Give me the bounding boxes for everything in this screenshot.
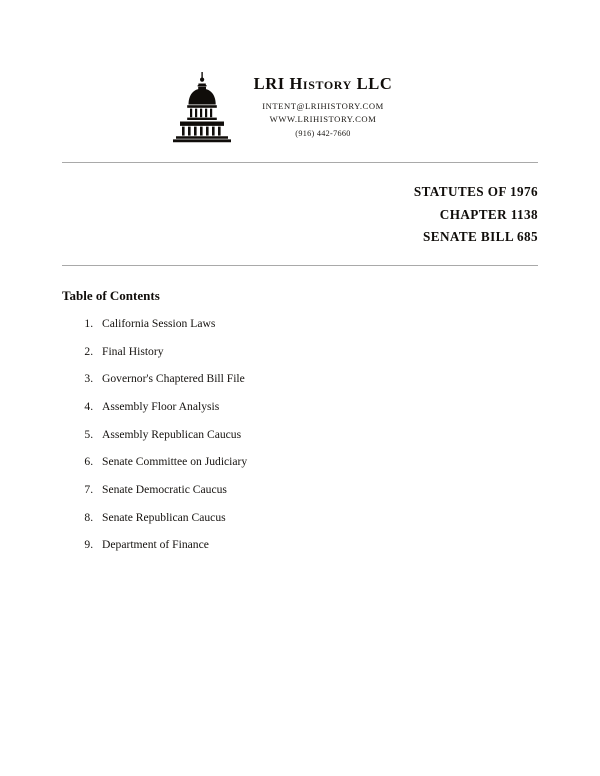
chapter-number: CHAPTER 1138 <box>439 206 538 222</box>
list-item: 1. California Session Laws <box>96 316 538 332</box>
list-item: 5. Assembly Republican Caucus <box>96 427 538 443</box>
table-of-contents-list <box>62 316 538 553</box>
list-item: 9. Department of Finance <box>96 537 538 553</box>
capitol-dome-icon <box>168 70 238 144</box>
company-phone: (916) 442-7660 <box>295 129 351 138</box>
divider-bottom <box>62 265 538 266</box>
list-item: 2. Final History <box>96 344 538 360</box>
table-of-contents-heading: Table of Contents <box>62 288 160 304</box>
bill-number: SENATE BILL 685 <box>423 229 538 245</box>
list-item: 4. Assembly Floor Analysis <box>96 399 538 415</box>
company-name: LRI History LLC <box>253 74 393 93</box>
letterhead <box>62 66 538 144</box>
masthead <box>254 66 433 138</box>
list-item: 8. Senate Republican Caucus <box>96 510 538 526</box>
title-block <box>62 181 538 249</box>
statutes-year: STATUTES OF 1976 <box>413 184 538 199</box>
list-item: 6. Senate Committee on Judiciary <box>96 454 538 470</box>
company-email: INTENT@LRIHISTORY.COM <box>262 101 384 111</box>
company-website: WWW.LRIHISTORY.COM <box>269 114 377 124</box>
list-item: 3. Governor's Chaptered Bill File <box>96 371 538 387</box>
divider-top <box>62 162 538 163</box>
list-item: 7. Senate Democratic Caucus <box>96 482 538 498</box>
